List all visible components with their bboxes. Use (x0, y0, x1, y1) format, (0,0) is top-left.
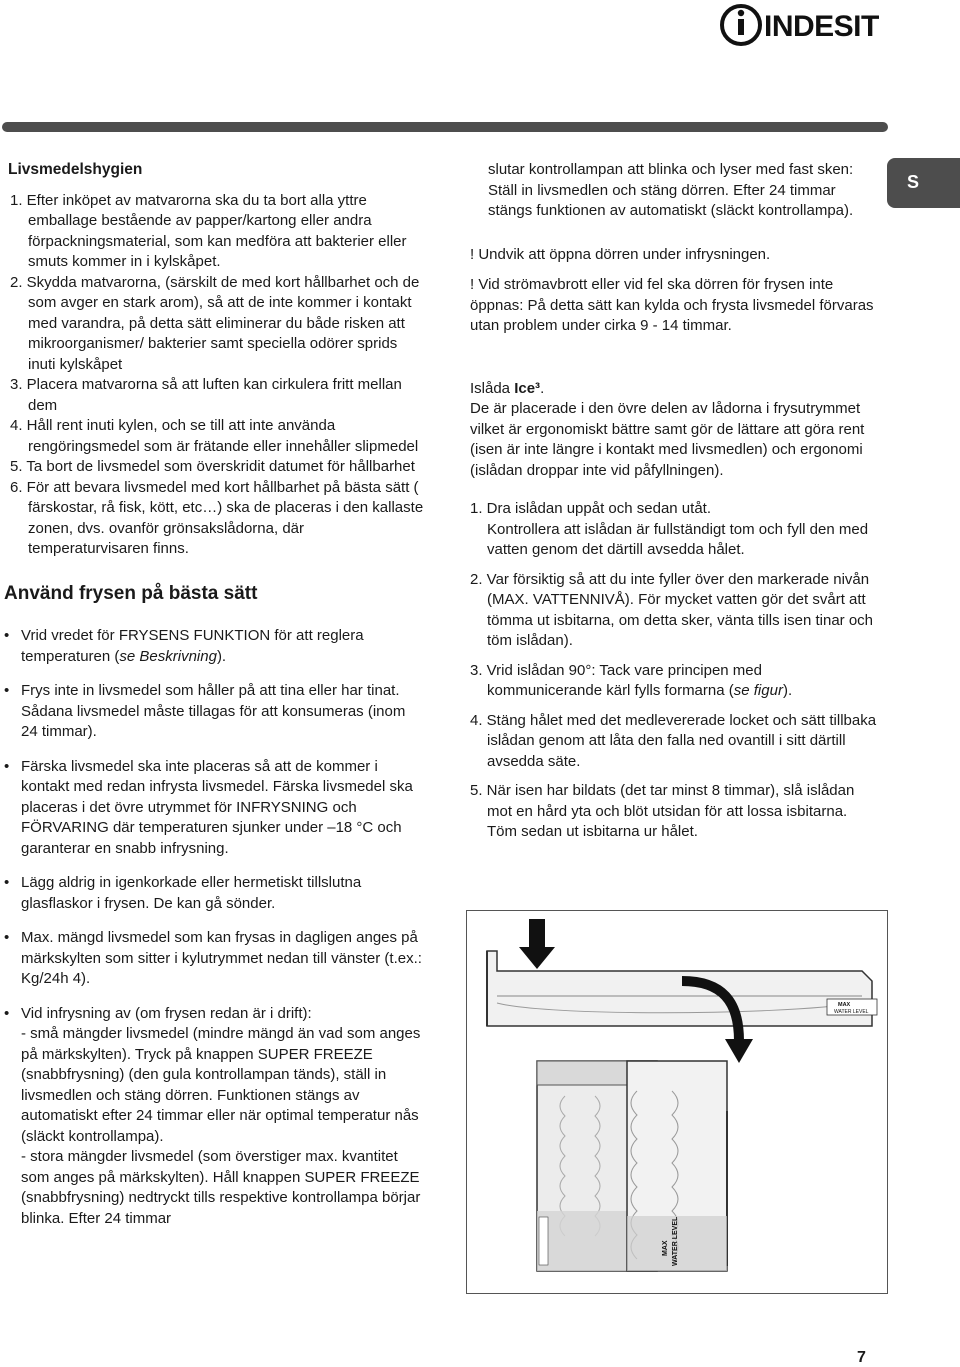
hygiene-item-2: 2. Skydda matvarorna, (särskilt de med kort hållbarhet och de som avger en stark arom), så att de inte kommer i kontakt med varandra, på detta sätt eliminerar du både risken att mikroorganismer/ bakterier samt speciella odörer sprids inuti kylskåpet (10, 273, 420, 373)
hygiene-item-1: 1. Efter inköpet av matvarorna ska du ta bort alla yttre emballage bestående av papper/kartong eller andra förpackningsmaterial, som kan medföra att bakterier eller smuts kommer in i kylskåpet. (10, 191, 407, 270)
freezer-tip-6 (4, 1004, 424, 1230)
freezer-title: Använd frysen på bästa sätt (4, 582, 258, 604)
ice-title-prefix: Islåda (470, 379, 515, 397)
ice-steps-list (470, 499, 880, 843)
ice-step-2: 2. Var försiktig så att du inte fyller över den markerade nivån (MAX. VATTENNIVÅ). För mycket vatten gör det svårt att tömma ut isbitarna, om detta sker, vänta tills isen tinar och töm islådan). (470, 570, 874, 649)
ice-step-3-ref: se figur (733, 682, 783, 699)
continuation-text: slutar kontrollampan att blinka och lyser med fast sken: Ställ in livsmedlen och stäng dörren. Efter 24 timmar stängs funktionen av automatiskt (släckt kontrollampa). (488, 161, 854, 219)
hygiene-title: Livsmedelshygien (8, 161, 143, 178)
brand-name: INDESIT (764, 10, 879, 43)
ice-step-4: 4. Stäng hålet med det medlevererade locket och sätt tillbaka islådan genom att låta den falla ned ovantill i sitt därtill avsedda säte. (470, 711, 877, 770)
language-tab (887, 158, 960, 208)
ice-tray-illustration (467, 911, 887, 1293)
hygiene-item-6: 6. För att bevara livsmedel med kort hållbarhet på bästa sätt ( färskostar, rå fisk, kött, etc…) ska de placeras i den kallaste zonen, dvs. ovanför grönsakslådorna, där temperaturvisaren finns. (10, 478, 424, 557)
water-level-label-right-text: WATER LEVEL (672, 1216, 679, 1266)
freezer-tip-4: • Lägg aldrig in igenkorkade eller hermetiskt tillslutna glasflaskor i frysen. De kan gå sönder. (4, 873, 424, 914)
freezer-tip-3: • Färska livsmedel ska inte placeras så att de kommer i kontakt med redan infrysta livsmedel. Färska livsmedel ska placeras i det övre utrymmet för INFRYSNING och FÖRVARING där temperaturen sjunker under –18 °C och garanterar en snabb infrysning. (4, 757, 424, 860)
hygiene-item-3: 3. Placera matvarorna så att luften kan cirkulera fritt mellan dem (10, 376, 402, 414)
ice-step-5: 5. När isen har bildats (det tar minst 8 timmar), slå islådan mot en hård yta och blöt utsidan för att lossa isbitarna. Töm sedan ut isbitarna ur hålet. (470, 782, 855, 840)
freezer-tip-2: • Frys inte in livsmedel som håller på att tina eller har tinat. Sådana livsmedel måste tillagas för att konsumeras (inom 24 timmar). (4, 681, 424, 743)
freezer-tip-1-end: ). (216, 647, 227, 665)
indesit-logo (718, 2, 890, 48)
header-bar (2, 122, 888, 132)
hygiene-item-4: 4. Håll rent inuti kylen, och se till att inte använda rengöringsmedel som är frätande eller innehåller slipmedel (10, 417, 419, 455)
language-tab-label: S (907, 172, 920, 192)
warning-power-failure: ! Vid strömavbrott eller vid fel ska dörren för frysen inte öppnas: På detta sätt kan kylda och frysta livsmedel förvaras utan problem under cirka 9 - 14 timmar. (470, 276, 874, 334)
ice-title-bold: Ice³ (514, 379, 541, 397)
warning-door-open: ! Undvik att öppna dörren under infrysningen. (470, 245, 771, 263)
left-column (4, 160, 424, 1243)
ice-step-3 (470, 661, 880, 702)
freezer-tip-1-text: Vrid vredet för FRYSENS FUNKTION för att reglera temperaturen ( (21, 627, 364, 665)
water-level-label-top-text: WATER LEVEL (834, 1009, 869, 1015)
freezer-tip-5: • Max. mängd livsmedel som kan frysas in dagligen anges på märkskylten som sitter i kylutrymmet nedan till vänster (t.ex.: Kg/24h 4). (4, 928, 424, 990)
ice-tray-figure (466, 910, 888, 1294)
freezer-tip-6-intro: • Vid infrysning av (om frysen redan är i drift): (21, 1004, 312, 1022)
ice-step-3-text: 3. Vrid islådan 90°: Tack vare principen med kommunicerande kärl fylls formarna ( (470, 661, 762, 699)
freezer-tip-6-small: - små mängder livsmedel (mindre mängd än vad som anges på märkskylten). Tryck på knappen SUPER FREEZE (snabbfrysning) (den gula kontrollampan tänds), ställ in livsmedlen och stäng dörren. Funktionen stängs av automatiskt efter 24 timmar eller när optimal temperatur nås (släckt kontrollampa). (21, 1025, 421, 1145)
hygiene-item-5: 5. Ta bort de livsmedel som överskridit datumet för hållbarhet (10, 458, 415, 475)
ice-step-3-end: ). (782, 682, 793, 699)
ice-title-end: . (540, 379, 545, 397)
freezer-tips-list (4, 626, 424, 1229)
freezer-tip-6-large: - stora mängder livsmedel (som överstiger max. kvantitet som anges på märkskylten). Håll knappen SUPER FREEZE (snabbfrysning) nedtryckt tills respektive kontrollampa börjar blinka. Efter 24 timmar (21, 1148, 421, 1227)
ice-step-1 (470, 499, 880, 561)
freezer-tip-1-ref: se Beskrivning (119, 647, 217, 665)
hygiene-list (10, 191, 424, 560)
ice-title (470, 379, 880, 400)
arrow-down-icon (519, 919, 555, 969)
max-label-left (539, 1217, 548, 1265)
ice-description: De är placerade i den övre delen av lådorna i frysutrymmet vilket är ergonomiskt bättre samt gör de lättare att göra rent (isen är inte längre i kontakt med livsmedlen) och ergonomi (islådan droppar inte vid påfyllningen). (470, 400, 865, 479)
ice-step-1-text: 1. Dra islådan uppåt och sedan utåt. (470, 500, 711, 517)
max-label-top-text: MAX (838, 1002, 851, 1008)
ice-step-1-detail: Kontrollera att islådan är fullständigt tom och fyll den med vatten genom det därtill avsedda hålet. (487, 520, 869, 558)
page-number: 7 (857, 1349, 866, 1366)
max-label-right-text: MAX (662, 1240, 669, 1256)
freezer-tip-1 (4, 626, 424, 667)
right-column (470, 160, 880, 852)
